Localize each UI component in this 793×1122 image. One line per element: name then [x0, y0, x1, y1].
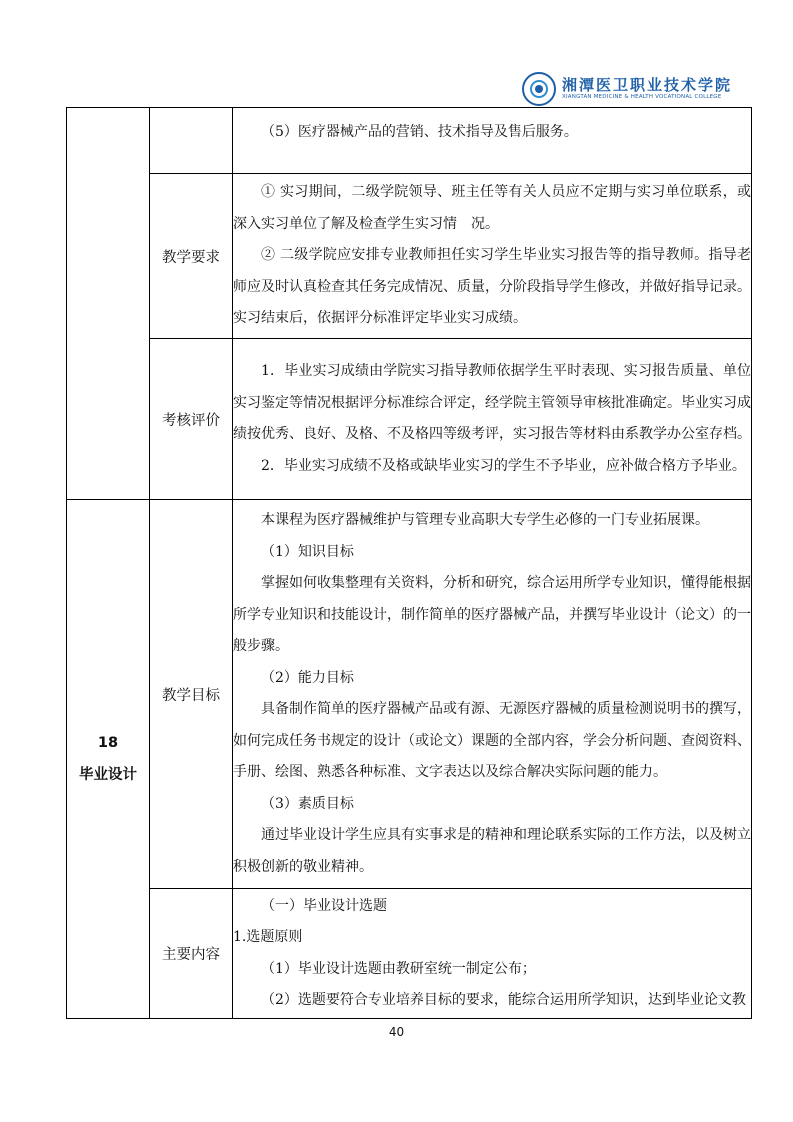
knowledge-heading: （1）知识目标: [261, 543, 354, 560]
course-cell-previous: [67, 108, 150, 500]
table-row: [67, 339, 752, 500]
label-cell-empty: [150, 108, 233, 174]
college-name-cn: 湘潭医卫职业技术学院: [562, 76, 733, 94]
assessment-paragraph: 1．毕业实习成绩由学院实习指导教师依据学生平时表现、实习报告质量、单位实习鉴定等情况根据评分标准综合评定，经学院主管领导审核批准确定。毕业实习成绩按优秀、良好、及格、不及格四等级考评，实习报告等材料由系教学办公室存档。: [233, 363, 751, 442]
main-content-cell: [233, 889, 752, 1019]
assessment-paragraph: 2．毕业实习成绩不及格或缺毕业实习的学生不予毕业，应补做合格方予毕业。: [261, 457, 746, 474]
ability-text: 具备制作简单的医疗器械产品或有源、无源医疗器械的质量检测说明书的撰写，如何完成任务书规定的设计（或论文）课题的全部内容，学会分析问题、查阅资料、手册、绘图、熟悉各种标准、文字表达以及综合解决实际问题的能力。: [233, 701, 751, 780]
table-row: [67, 174, 752, 339]
assessment-content: [233, 339, 752, 500]
quality-heading: （3）素质目标: [261, 795, 354, 812]
course-number: 18: [97, 735, 119, 751]
assessment-label: 考核评价: [150, 339, 233, 500]
teaching-requirements-content: [233, 174, 752, 339]
course-name: 毕业设计: [79, 767, 137, 783]
table-row: [67, 889, 752, 1019]
teaching-requirements-label: 教学要求: [150, 174, 233, 339]
teaching-goals-content: [233, 500, 752, 889]
service-text: （5）医疗器械产品的营销、技术指导及售后服务。: [261, 124, 578, 140]
content-subheading: 1.选题原则: [233, 929, 303, 945]
course-cell-18: [67, 500, 150, 1019]
ability-heading: （2）能力目标: [261, 669, 354, 686]
main-content-label: 主要内容: [150, 889, 233, 1019]
requirement-paragraph: ② 二级学院应安排专业教师担任实习学生毕业实习报告等的指导教师。指导老师应及时认真检查其任务完成情况、质量，分阶段指导学生修改，并做好指导记录。实习结束后，依据评分标准评定毕业实习成绩。: [233, 247, 751, 327]
table-row: [67, 500, 752, 889]
teaching-goals-label: 教学目标: [150, 500, 233, 889]
page-number: 40: [388, 1025, 405, 1039]
curriculum-table: [66, 107, 752, 1019]
requirement-paragraph: ① 实习期间，二级学院领导、班主任等有关人员应不定期与实习单位联系，或深入实习单位了解及检查学生实习情 况。: [233, 184, 751, 232]
college-name-en: XIANGTAN MEDICINE & HEALTH VOCATIONAL COLLEGE: [562, 94, 722, 100]
knowledge-text: 掌握如何收集整理有关资料，分析和研究，综合运用所学专业知识，懂得能根据所学专业知识和技能设计，制作简单的医疗器械产品，并撰写毕业设计（论文）的一般步骤。: [233, 575, 751, 654]
college-seal-icon: [522, 72, 556, 106]
table-row: [67, 108, 752, 174]
content-paragraph: （1）毕业设计选题由教研室统一制定公布；: [261, 960, 536, 977]
college-logo: [522, 72, 752, 106]
content-cell: [233, 108, 752, 174]
goal-intro: 本课程为医疗器械维护与管理专业高职大专学生必修的一门专业拓展课。: [261, 512, 709, 528]
quality-text: 通过毕业设计学生应具有实事求是的精神和理论联系实际的工作方法，以及树立积极创新的敬业精神。: [233, 827, 751, 875]
content-heading: （一）毕业设计选题: [261, 897, 387, 914]
content-paragraph: （2）选题要符合专业培养目标的要求，能综合运用所学知识，达到毕业论文教: [261, 992, 746, 1008]
